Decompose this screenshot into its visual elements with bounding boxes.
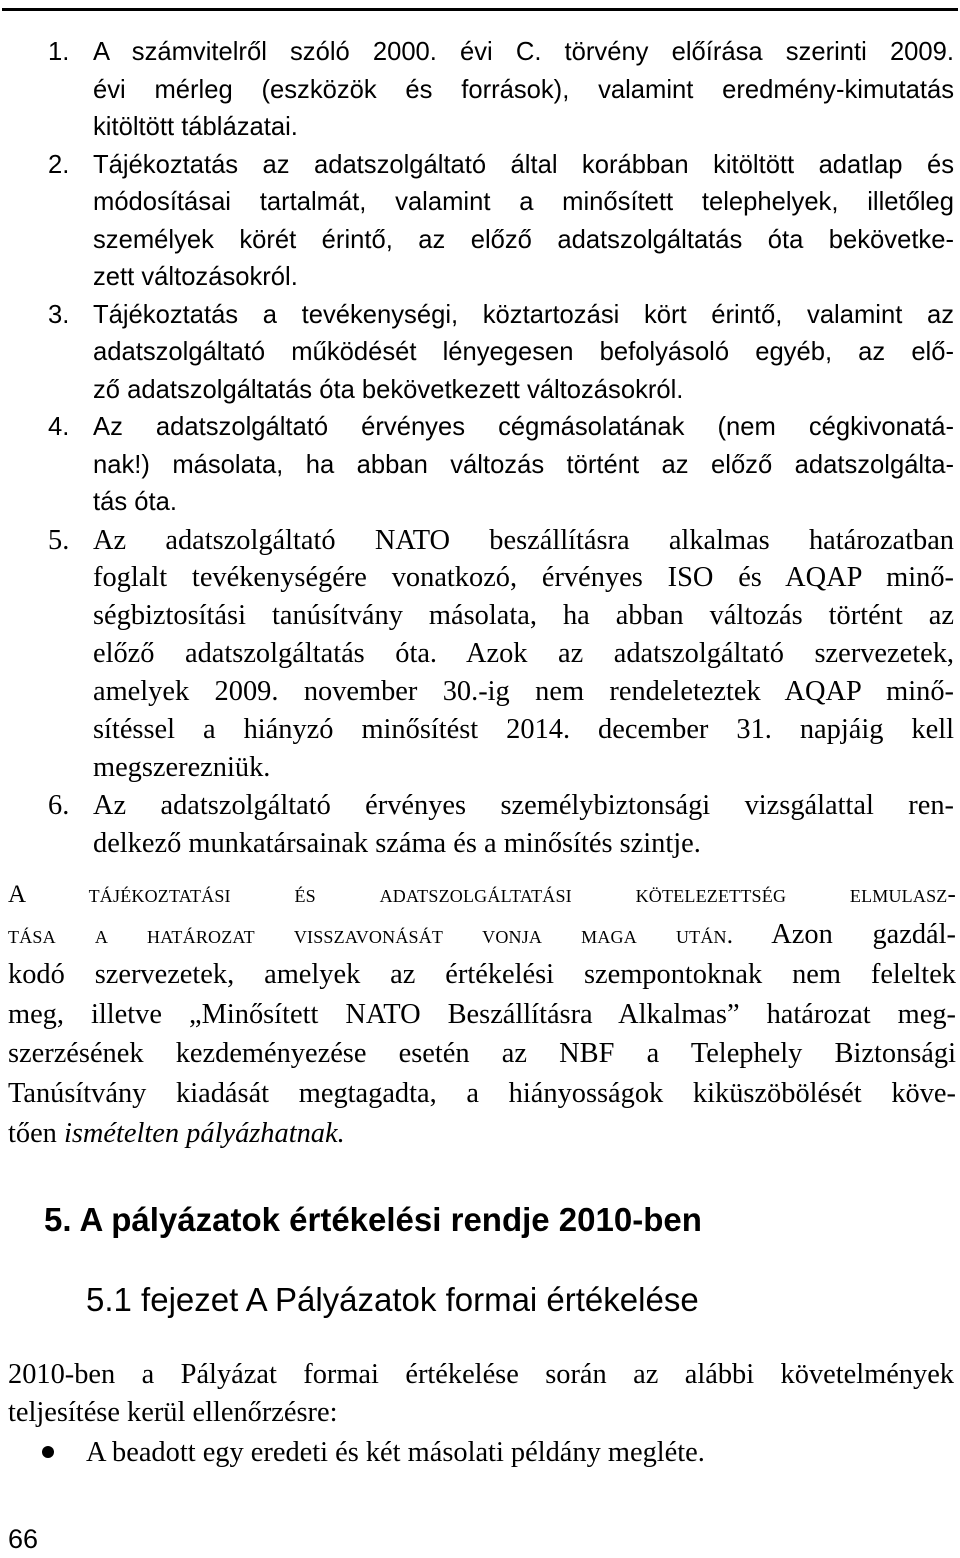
list-item-number: 6. [48,789,70,821]
list-item [8,522,954,787]
text-line: kitöltött táblázatai. [93,113,298,141]
text-line: Az adatszolgáltató érvényes személybiztonsági vizsgálattal ren- [93,789,954,821]
body-paragraph [8,1356,954,1432]
text-line: Tanúsítvány kiadását megtagadta, a hiányosságok kiküszöbölését köve- [8,1077,956,1109]
subsection-heading: 5.1 fejezet A Pályázatok formai értékelése [86,1281,699,1318]
bullet-icon [42,1446,54,1458]
text-line: adatszolgáltató működését lényegesen befolyásoló egyéb, az elő- [93,338,954,366]
bullet-text: A beadott egy eredeti és két másolati példány megléte. [86,1437,705,1468]
text-line: zett változásokról. [93,263,298,291]
list-item [8,297,954,410]
text-line: foglalt tevékenységére vonatkozó, érvényes ISO és AQAP minő- [93,562,954,594]
list-item-text [93,147,954,297]
list-item-number: 3. [48,300,70,329]
text-line [8,915,956,956]
text-line: Az adatszolgáltató érvényes cégmásolatának (nem cégkivonatá- [93,413,954,441]
text-line: 2010-ben a Pályázat formai értékelése során az alábbi követelmények [8,1359,954,1390]
text-line: ségbiztosítási tanúsítvány másolata, ha abban változás történt az [93,600,954,632]
text-line [8,1114,956,1154]
text-line: módosításai tartalmát, valamint a minősített telephelyek, illetőleg [93,188,954,216]
text-line: kodó szervezetek, amelyek az értékelési szempontoknak nem feleltek [8,959,956,991]
list-item-text [93,787,954,863]
text-line: Tájékoztatás a tevékenységi, köztartozási kört érintő, valamint az [93,300,954,329]
text-line [8,874,956,915]
text-line: személyek körét érintő, az előző adatszolgáltatás óta bekövetke- [93,225,954,254]
list-item [8,34,954,147]
requirements-list [8,34,954,863]
text-line: szerzésének kezdeményezése esetén az NBF a Telephely Biztonsági [8,1038,956,1070]
text-line: előző adatszolgáltatás óta. Azok az adatszolgáltató szervezetek, [93,638,954,670]
list-item [8,409,954,522]
list-item-number: 2. [48,150,70,179]
text-line: Tájékoztatás az adatszolgáltató által korábban kitöltött adatlap és [93,150,954,179]
emphasis-text: ismételten pályázhatnak. [63,1117,345,1149]
notice-text: Azon gazdál- [733,918,956,950]
list-item-number: 1. [48,38,70,66]
bullet-item [8,1432,954,1474]
text-line: sítéssel a hiányzó minősítést 2014. december 31. napjáig kell [93,714,954,746]
list-item-text [93,522,954,787]
list-item-text [93,409,954,522]
smallcaps-text: tása a határozat visszavonását vonja maga után. [8,921,734,949]
top-rule [2,8,958,11]
text-line: amelyek 2009. november 30.-ig nem rendeleteztek AQAP minő- [93,676,954,708]
requirements-bullets [8,1432,954,1474]
text-line: ző adatszolgáltatás óta bekövetkezett változásokról. [93,375,684,404]
notice-text: tően [8,1117,64,1149]
text-line: évi mérleg (eszközök és források), valamint eredmény-kimutatás [93,75,954,104]
text-line: tás óta. [93,488,177,516]
text-line: A számvitelről szóló 2000. évi C. törvény előírása szerinti 2009. [93,38,954,66]
list-item-number: 5. [48,524,70,556]
list-item-number: 4. [48,413,70,441]
list-item [8,147,954,297]
list-item [8,787,954,863]
text-line: delkező munkatársainak száma és a minősítés szintje. [93,827,701,859]
text-line: megszerezniük. [93,751,271,783]
list-item-text [93,297,954,410]
text-line: meg, illetve „Minősített NATO Beszállításra Alkalmas” határozat meg- [8,998,956,1030]
page-number: 66 [8,1524,39,1554]
section-heading: 5. A pályázatok értékelési rendje 2010-ben [44,1201,702,1238]
text-line: Az adatszolgáltató NATO beszállításra alkalmas határozatban [93,524,954,556]
obligation-notice [8,874,956,1153]
text-line: teljesítése kerül ellenőrzésre: [8,1397,338,1428]
smallcaps-text: A tájékoztatási és adatszolgáltatási kötelezettség elmulasz- [8,881,956,908]
text-line: nak!) másolata, ha abban változás történt az előző adatszolgálta- [93,450,954,479]
list-item-text [93,34,954,147]
